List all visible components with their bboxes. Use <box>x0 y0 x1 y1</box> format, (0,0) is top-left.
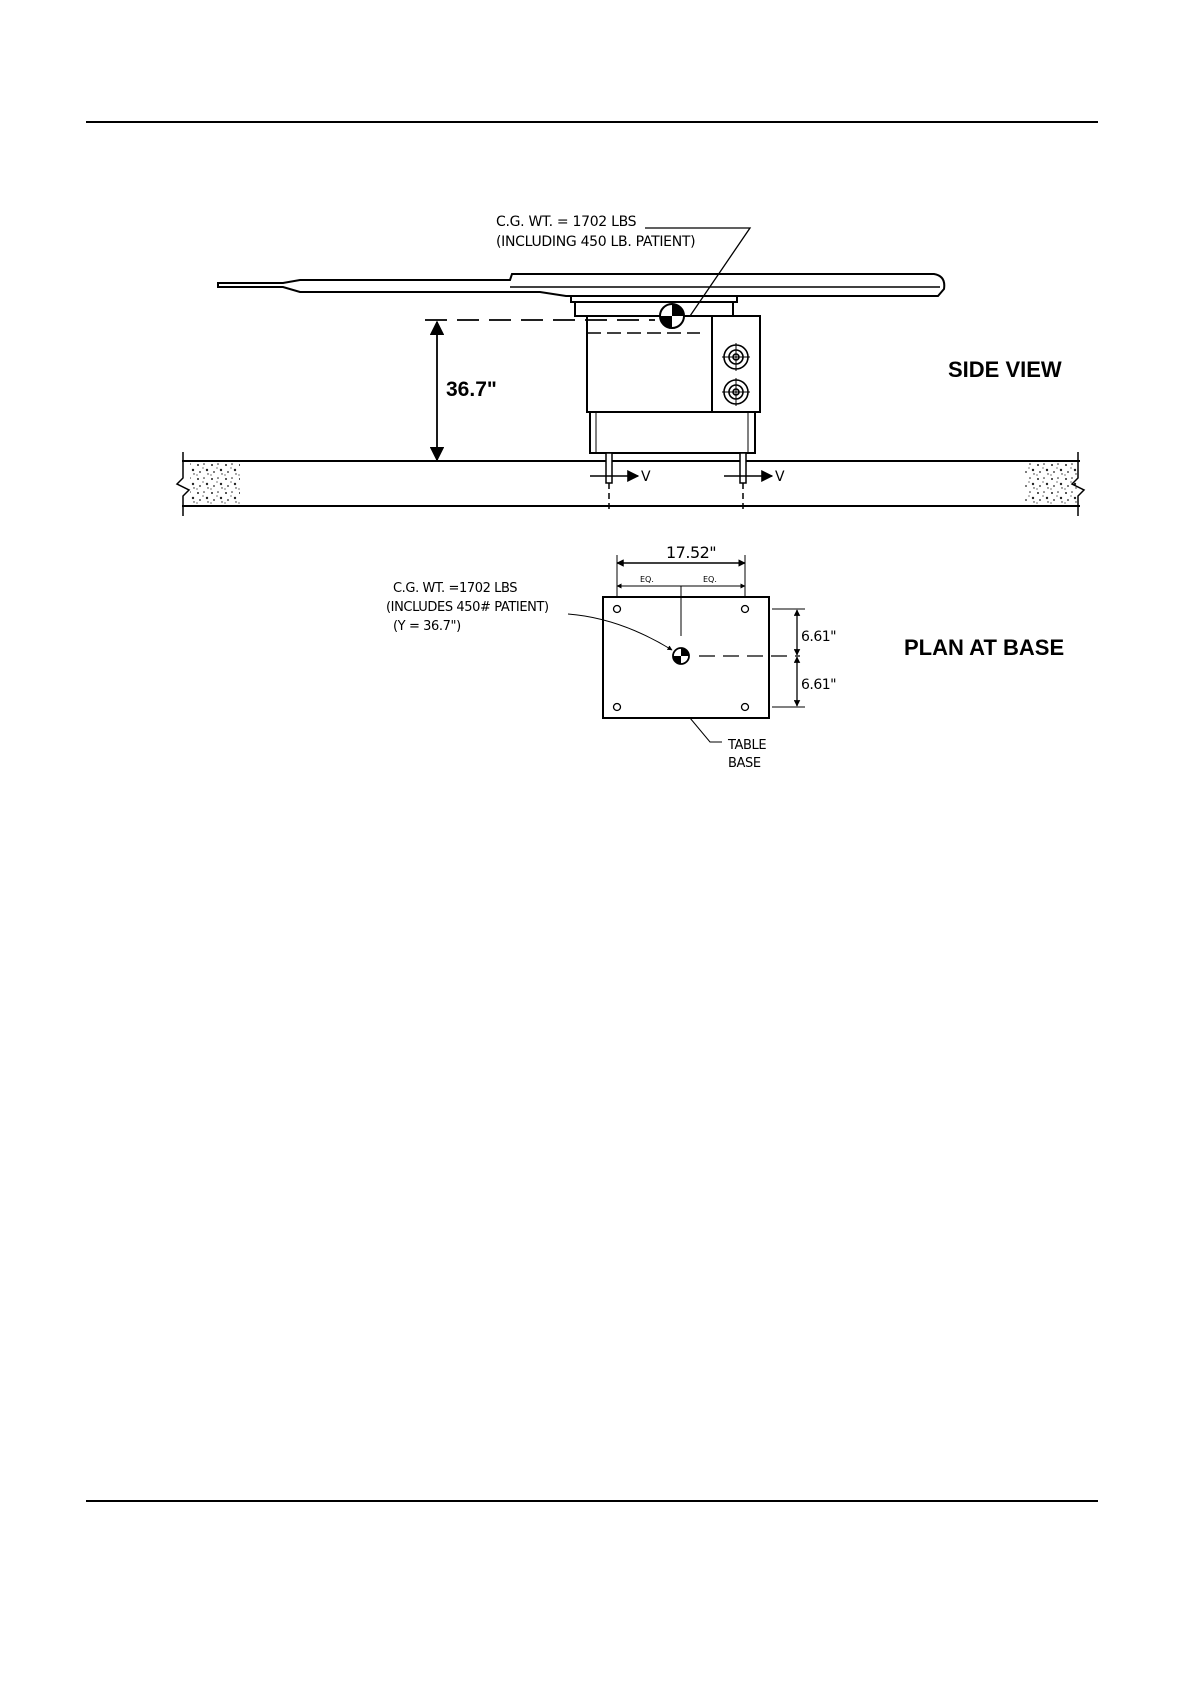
side-view <box>177 214 1084 516</box>
plan-cg-label-1: C.G. WT. =1702 LBS <box>393 581 518 596</box>
center-of-gravity-icon <box>660 304 684 328</box>
side-cg-label-1: C.G. WT. = 1702 LBS <box>496 214 637 230</box>
plan-view-title: PLAN AT BASE <box>904 635 1065 660</box>
table-base-label-2: BASE <box>728 756 761 771</box>
eq-label-left: EQ. <box>640 575 654 584</box>
table-base-label-1: TABLE <box>728 738 767 753</box>
plan-cg-label-2: (INCLUDES 450# PATIENT) <box>386 600 549 615</box>
upper-offset-label: 6.61" <box>801 629 837 645</box>
anchor-load-label-right: V <box>775 469 785 485</box>
center-of-gravity-icon <box>673 648 689 664</box>
lower-offset-label: 6.61" <box>801 677 837 693</box>
table-top <box>218 274 944 296</box>
height-dimension-label: 36.7" <box>446 378 497 401</box>
table-base-leader <box>690 718 722 742</box>
eq-label-right: EQ. <box>703 575 717 584</box>
side-cg-label-2: (INCLUDING 450 LB. PATIENT) <box>496 234 696 250</box>
anchor-load-label-left: V <box>641 469 651 485</box>
plan-cg-label-3: (Y = 36.7") <box>393 619 461 634</box>
plan-view <box>386 543 1064 771</box>
floor-slab <box>177 452 1084 516</box>
side-view-title: SIDE VIEW <box>948 357 1062 382</box>
width-dimension-label: 17.52" <box>666 543 717 562</box>
